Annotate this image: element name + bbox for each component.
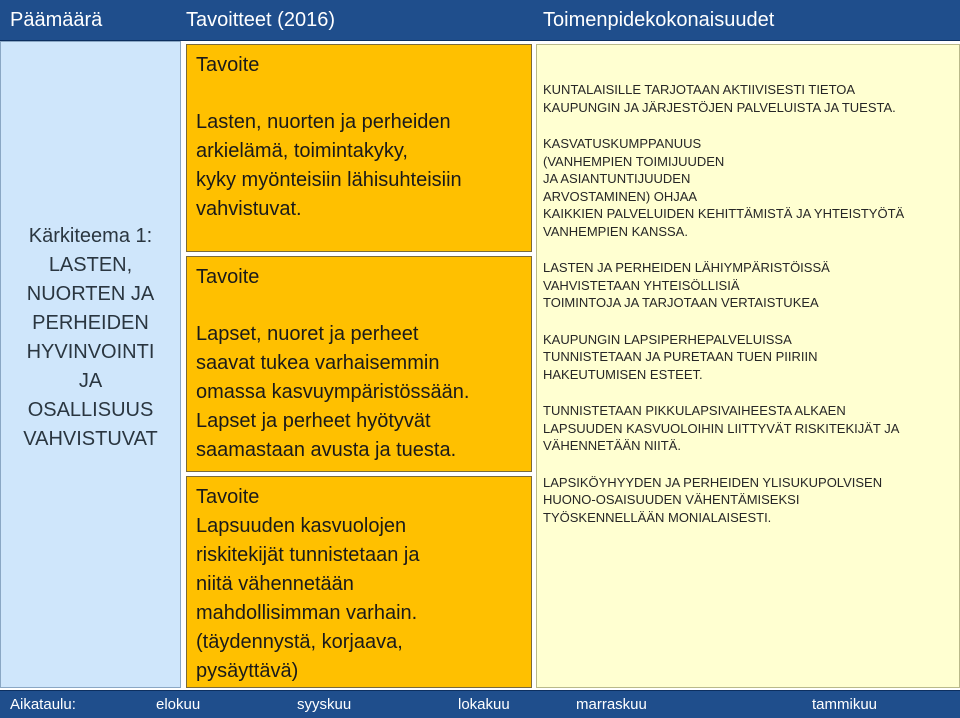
measure-item: KASVATUSKUMPPANUUS (VANHEMPIEN TOIMIJUUDEN JA ASIANTUNTIJUUDEN ARVOSTAMINEN) OHJAA KAIKKIEN PALVELUIDEN KEHITTÄMISTÄ JA YHTEISTYÖTÄ VANHEMPIEN KANSSA. bbox=[543, 136, 905, 239]
header-tavoitteet: Tavoitteet (2016) bbox=[186, 9, 335, 31]
header-paamaara: Päämäärä bbox=[10, 9, 103, 31]
timeline-month: marraskuu bbox=[576, 696, 647, 713]
karkiteema-text: Kärkiteema 1: LASTEN, NUORTEN JA PERHEIDEN HYVINVOINTI JA OSALLISUUS VAHVISTUVAT bbox=[23, 225, 158, 450]
goal-box-2 bbox=[186, 256, 532, 472]
goal-heading: Tavoite bbox=[196, 486, 260, 508]
measure-item: KAUPUNGIN LAPSIPERHEPALVELUISSA TUNNISTETAAN JA PURETAAN TUEN PIIRIIN HAKEUTUMISEN ESTEET. bbox=[543, 331, 818, 382]
goal-heading: Tavoite bbox=[196, 54, 260, 76]
timeline-month: tammikuu bbox=[812, 696, 878, 713]
goal-text: Lapset, nuoret ja perheet saavat tukea varhaisemmin omassa kasvuympäristössään. Lapset ja perheet hyötyvät saamastaan avusta ja tuesta. bbox=[196, 323, 470, 461]
timeline-month: syyskuu bbox=[297, 696, 352, 713]
measure-item: KUNTALAISILLE TARJOTAAN AKTIIVISESTI TIETOA KAUPUNGIN JA JÄRJESTÖJEN PALVELUISTA JA TUESTA. bbox=[543, 82, 896, 115]
measure-item: LASTEN JA PERHEIDEN LÄHIYMPÄRISTÖISSÄ VAHVISTETAAN YHTEISÖLLISIÄ TOIMINTOJA JA TARJOTAAN VERTAISTUKEA bbox=[543, 260, 830, 310]
measures-column bbox=[536, 44, 960, 688]
footer-bar bbox=[0, 690, 960, 718]
goal-box-1 bbox=[186, 44, 532, 252]
header-toimenpidekokonaisuudet: Toimenpidekokonaisuudet bbox=[543, 9, 775, 31]
goal-text: Lapsuuden kasvuolojen riskitekijät tunnistetaan ja niitä vähennetään mahdollisimman varhain. (täydennystä, korjaava, pysäyttävä) bbox=[196, 515, 420, 682]
goal-text: Lasten, nuorten ja perheiden arkielämä, toimintakyky, kyky myönteisiin lähisuhteisiin vahvistuvat. bbox=[196, 111, 462, 220]
measure-item: TUNNISTETAAN PIKKULAPSIVAIHEESTA ALKAEN LAPSUUDEN KASVUOLOIHIN LIITTYVÄT RISKITEKIJÄT JA VÄHENNETÄÄN NIITÄ. bbox=[543, 403, 900, 453]
goal-heading: Tavoite bbox=[196, 266, 260, 288]
timeline-label: Aikataulu: bbox=[10, 696, 76, 713]
measure-item: LAPSIKÖYHYYDEN JA PERHEIDEN YLISUKUPOLVISEN HUONO-OSAISUUDEN VÄHENTÄMISEKSI TYÖSKENNELLÄÄN MONIALAISESTI. bbox=[543, 474, 883, 525]
goal-box-3 bbox=[186, 476, 532, 688]
timeline-month: lokakuu bbox=[458, 696, 510, 713]
header-bar bbox=[0, 0, 960, 41]
timeline-month: elokuu bbox=[156, 696, 201, 713]
